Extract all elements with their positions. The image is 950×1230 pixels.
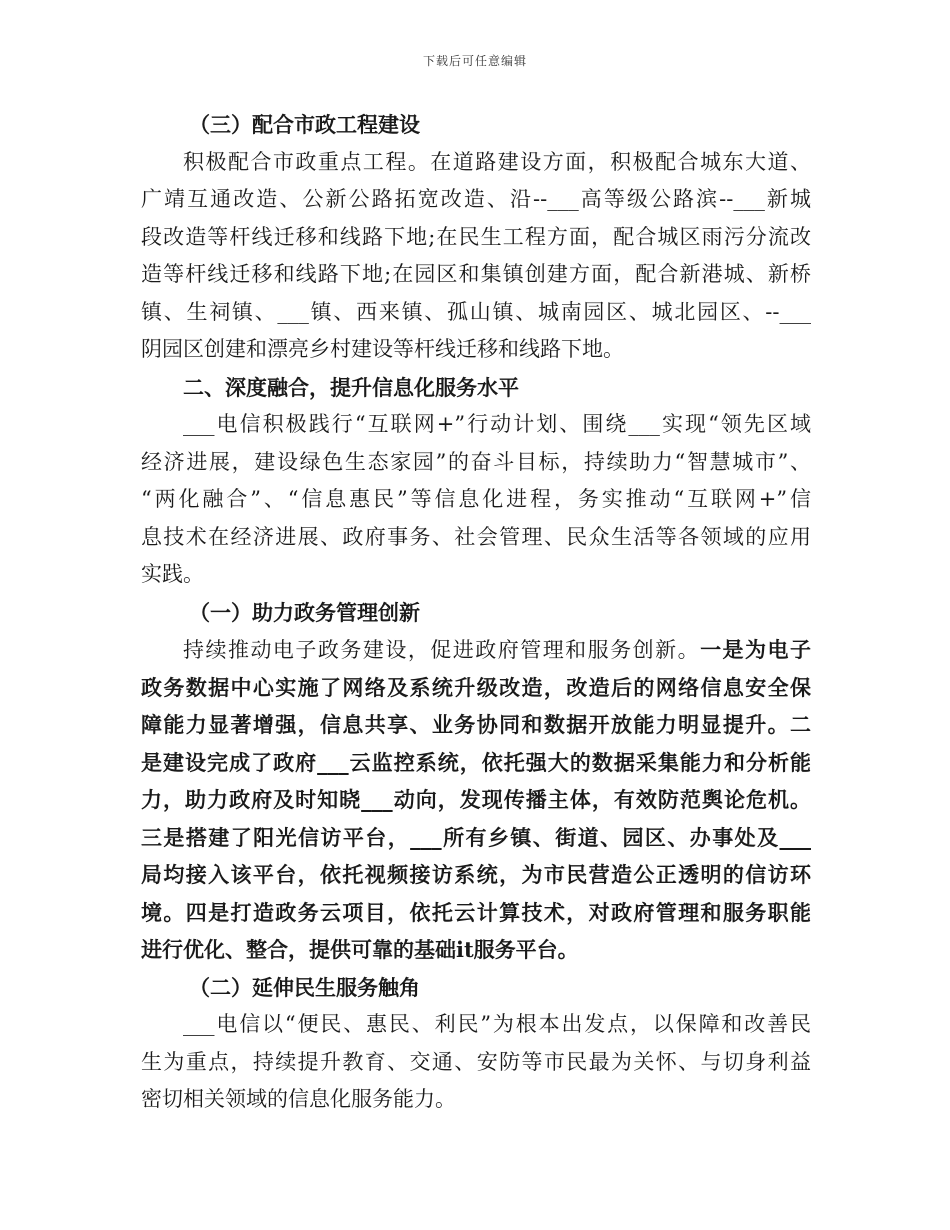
- section-heading-3: （三）配合市政工程建设: [189, 112, 420, 137]
- paragraph-line: 积极配合市政重点工程。在道路建设方面，积极配合城东大道、: [183, 149, 811, 174]
- section-heading-1: （一）助力政务管理创新: [189, 599, 420, 625]
- paragraph-line: 障能力显著增强，信息共享、业务协同和数据开放能力明显提升。二: [141, 712, 811, 737]
- paragraph-line: 是建设完成了政府___云监控系统，依托强大的数据采集能力和分析能: [141, 749, 811, 775]
- paragraph-line: 进行优化、整合，提供可靠的基础it服务平台。: [141, 937, 579, 962]
- bold-emphasis: 一是为电子: [700, 637, 812, 662]
- paragraph-line: 经济进展，建设绿色生态家园”的奋斗目标，持续助力“智慧城市”、: [141, 449, 811, 474]
- paragraph-line: 局均接入该平台，依托视频接访系统，为市民营造公正透明的信访环: [141, 862, 811, 887]
- paragraph-line: 段改造等杆线迁移和线路下地;在民生工程方面，配合城区雨污分流改: [141, 224, 811, 249]
- paragraph-line: 生为重点，持续提升教育、交通、安防等市民最为关怀、与切身利益: [141, 1049, 811, 1074]
- paragraph-line: “两化融合”、“信息惠民”等信息化进程，务实推动“互联网+”信: [141, 487, 811, 511]
- paragraph-line: 实践。: [141, 562, 204, 586]
- paragraph-line: 造等杆线迁移和线路下地;在园区和集镇创建方面，配合新港城、新桥: [141, 262, 811, 286]
- paragraph-line: 三是搭建了阳光信访平台，___所有乡镇、街道、园区、办事处及___: [141, 824, 811, 850]
- paragraph-line: 境。四是打造政务云项目，依托云计算技术，对政府管理和服务职能: [141, 899, 811, 925]
- paragraph-line: 密切相关领域的信息化服务能力。: [141, 1087, 456, 1111]
- document-body: [141, 106, 811, 1119]
- paragraph-line: 阴园区创建和漂亮乡村建设等杆线迁移和线路下地。: [141, 337, 624, 361]
- paragraph-line: 持续推动电子政务建设，促进政府管理和服务创新。一是为电子: [183, 637, 812, 662]
- page-header: 下载后可任意编辑: [422, 54, 527, 68]
- section-heading-2: （二）延伸民生服务触角: [189, 974, 420, 1000]
- paragraph-line: 息技术在经济进展、政府事务、社会管理、民众生活等各领域的应用: [141, 524, 811, 549]
- paragraph-line: 镇、生祠镇、___镇、西来镇、孤山镇、城南园区、城北园区、--___: [141, 299, 811, 324]
- paragraph-line: 力，助力政府及时知晓___动向，发现传播主体，有效防范舆论危机。: [141, 787, 811, 812]
- paragraph-line: ___电信积极践行“互联网+”行动计划、围绕___实现“领先区域: [183, 412, 811, 436]
- paragraph-line: 政务数据中心实施了网络及系统升级改造，改造后的网络信息安全保: [141, 674, 811, 700]
- chapter-heading-2: 二、深度融合，提升信息化服务水平: [183, 374, 519, 400]
- paragraph-line: 广靖互通改造、公新公路拓宽改造、沿--___高等级公路滨--___新城: [141, 187, 811, 211]
- paragraph-line: ___电信以“便民、惠民、利民”为根本出发点，以保障和改善民: [183, 1012, 811, 1036]
